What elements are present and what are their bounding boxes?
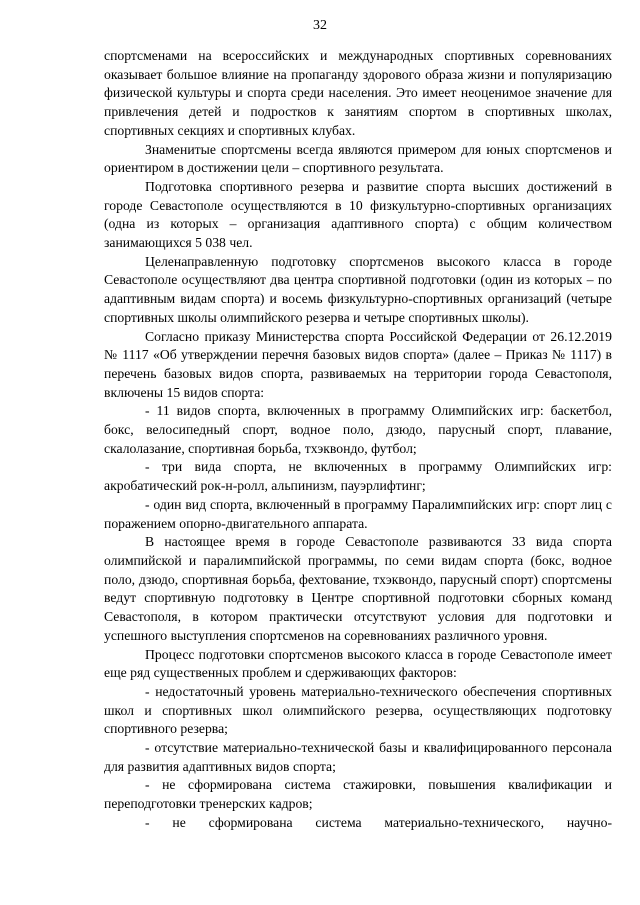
list-item: - не сформирована система материально-технического, научно- xyxy=(145,814,612,830)
list-item: - недостаточный уровень материально-технического обеспечения спортивных школ и спортивных школ олимпийского резерва, осуществляющих подготовку спортивного резерва; xyxy=(104,683,612,737)
paragraph: Процесс подготовки спортсменов высокого класса в городе Севастополе имеет еще ряд существенных проблем и сдерживающих факторов: xyxy=(104,646,612,681)
paragraph: Знаменитые спортсмены всегда являются примером для юных спортсменов и ориентиром в достижении цели – спортивного результата. xyxy=(104,141,612,176)
paragraph: Подготовка спортивного резерва и развитие спорта высших достижений в городе Севастополе осуществляются в 10 физкультурно-спортивных организациях (одна из которых – организация адаптивного спорта) с общим количеством занимающихся 5 038 чел. xyxy=(104,178,612,251)
paragraph: спортсменами на всероссийских и международных спортивных соревнованиях оказывает большое влияние на пропаганду здорового образа жизни и популяризацию физической культуры и спорта среди населения. Это имеет неоценимое значение для привлечения детей и подростков к занятиям спортом в спортивных школах, спортивных секциях и спортивных клубах. xyxy=(104,48,612,138)
list-item: - отсутствие материально-технической базы и квалифицированного персонала для развития адаптивных видов спорта; xyxy=(104,740,612,774)
list-item: - 11 видов спорта, включенных в программу Олимпийских игр: баскетбол, бокс, велосипедный спорт, водное поло, дзюдо, парусный спорт, плавание, скалолазание, спортивная борьба, тхэквондо, футбол; xyxy=(104,403,612,456)
paragraph: Согласно приказу Министерства спорта Российской Федерации от 26.12.2019 № 1117 «Об утверждении перечня базовых видов спорта» (далее – Приказ № 1117) в перечень базовых видов спорта, развиваемых на территории города Севастополя, включены 15 видов спорта: xyxy=(104,328,612,400)
page-number: 32 xyxy=(313,18,327,33)
paragraph: В настоящее время в городе Севастополе развиваются 33 вида спорта олимпийской и паралимпийской программы, по семи видам спорта (бокс, водное поло, дзюдо, спортивная борьба, фехтование, тхэквондо, парусный спорт) спортсмены ведут спортивную подготовку в Центре спортивной подготовки сборных команд Севастополя, в котором практически отсутствуют условия для подготовки и успешного выступления спортсменов на соревнованиях различного уровня. xyxy=(104,534,612,643)
paragraph: Целенаправленную подготовку спортсменов высокого класса в городе Севастополе осуществляют два центра спортивной подготовки (один из которых – по адаптивным видам спорта) и восемь физкультурно-спортивных организаций (четыре спортивных школы олимпийского резерва и четыре спортивных школы). xyxy=(104,253,612,325)
list-item: - не сформирована система стажировки, повышения квалификации и переподготовки тренерских кадров; xyxy=(104,777,612,812)
list-item: - три вида спорта, не включенных в программу Олимпийских игр: акробатический рок-н-ролл, альпинизм, пауэрлифтинг; xyxy=(104,459,612,494)
list-item: - один вид спорта, включенный в программу Паралимпийских игр: спорт лиц с поражением опорно-двигательного аппарата. xyxy=(104,496,612,531)
document-body xyxy=(104,47,612,833)
